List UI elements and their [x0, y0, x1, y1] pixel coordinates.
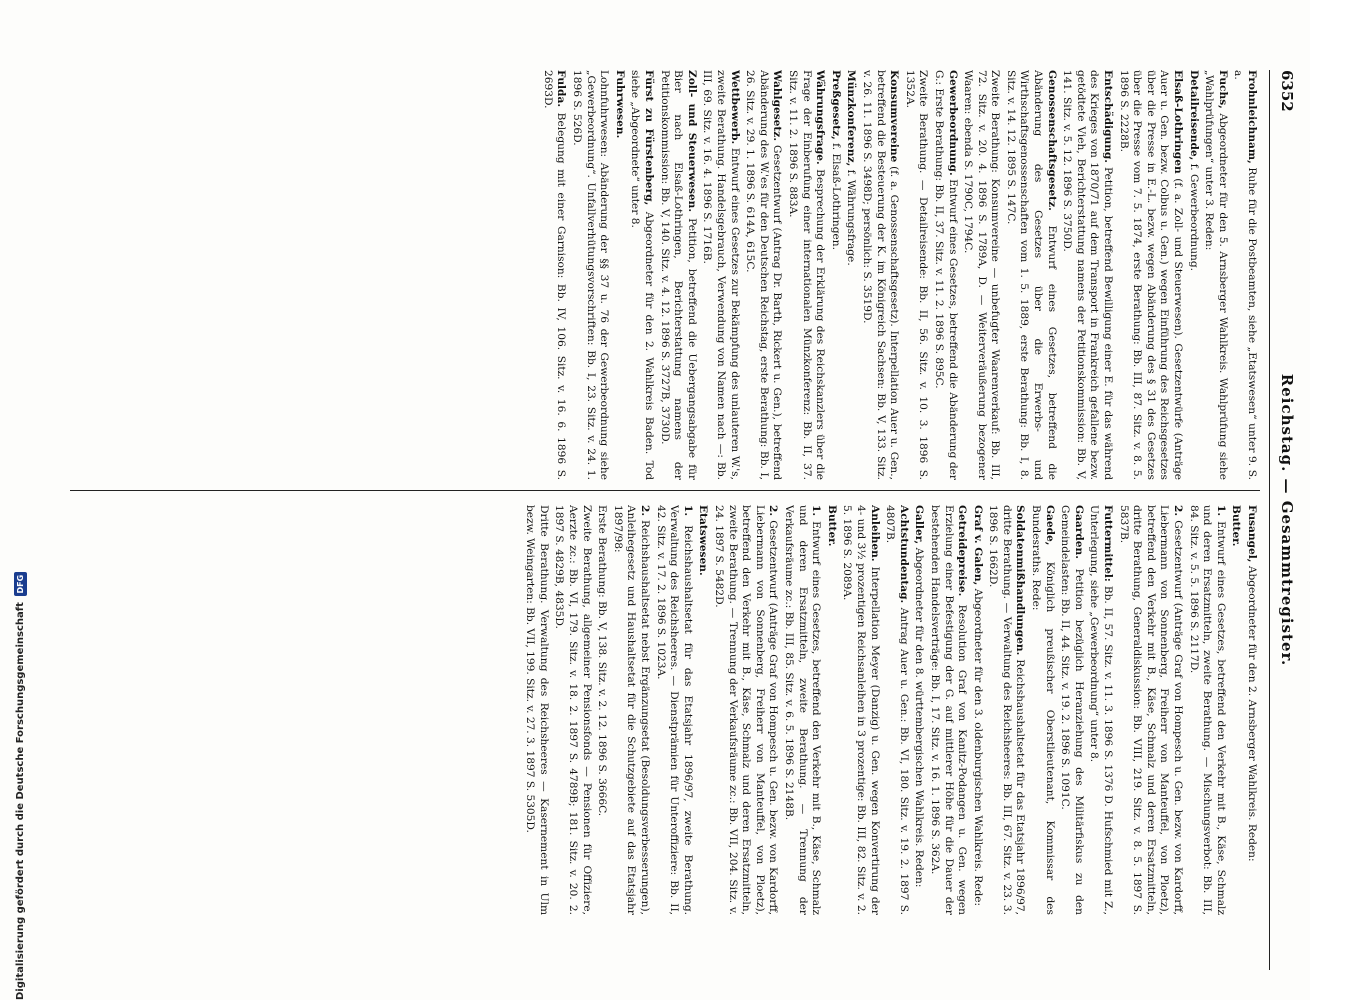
register-entry — [540, 70, 567, 480]
entry-heading: Entschädigung. — [1102, 70, 1115, 163]
register-entry — [912, 505, 926, 915]
credit-line — [0, 0, 40, 1000]
entry-heading: Münzkonferenz, — [845, 70, 858, 167]
entry-heading: Wahlgesetz. — [771, 70, 784, 142]
entry-text: Erste Berathung: Bb. V, 138. Sitz. v. 2. 12. 1896 S. 3666C. — [596, 505, 609, 817]
entry-heading: Fuchs, — [1216, 70, 1229, 109]
entry-text: f. Gewerbeordnung. — [1187, 163, 1200, 272]
column-divider — [70, 490, 1260, 491]
entry-heading: Frohnleichnam, — [1246, 70, 1258, 164]
entry-heading: 1. — [1214, 505, 1227, 517]
entry-text: Abgeordneter für den 5. Arnsberger Wahlkreis. Wahlprüfung siehe „Wahlprüfungen“ unter 3. Reden: — [1203, 70, 1229, 480]
entry-heading: Galler, — [913, 505, 926, 545]
page-header — [1272, 70, 1302, 970]
entry-heading: Anleihen. — [868, 505, 881, 562]
entry-heading: Futtermittel: — [1102, 505, 1115, 582]
entry-text: f. Währungsfrage. — [845, 169, 858, 266]
entry-heading: Wettbewerb. — [728, 70, 741, 145]
entry-heading: Fusangel, — [1246, 505, 1258, 563]
entry-text: Ruhe für die Postbeamten, siehe „Etatswesen“ unter 9. S. a. — [1232, 70, 1258, 480]
entry-text: Zweite Berathung: Konsumvereine — unbefugter Waarenverkauf: Bb. III, 72. Sitz. v. 20. 4. 1896 S. 1789A, D. — Weiterveräußerung bezogener Waaren: ebenda S. 1790C, 1794C. — [962, 70, 1002, 480]
entry-heading: Preßgesetz, — [829, 70, 842, 140]
entry-heading: Währungsfrage. — [814, 70, 827, 165]
register-entry — [1116, 70, 1184, 480]
entry-text: f. Elsaß-Lothringen. — [829, 143, 842, 250]
header-rule — [1269, 70, 1270, 970]
entry-text: Entwurf eines Gesetzes, betreffend die Abänderung des Gesetzes über die Erwerbs- und Wirthschaftsgenossenschaften vom 1. 5. 1889, erste Berathung: Bb. I, 8. Sitz. v. 14. 12. 1895 S. 147C. — [1004, 70, 1058, 480]
entry-text: Entwurf eines Gesetzes, betreffend den Verkehr mit B., Käse, Schmalz und deren Ersatzmitteln, zweite Berathung. — Mischungsverbot: Bb. III, 84. Sitz. v. 5. 5. 1896 S. 2117D. — [1187, 505, 1227, 915]
register-entry — [781, 505, 822, 915]
register-entry — [902, 70, 929, 480]
entry-text: Bb. II, 57. Sitz. v. 11. 3. 1896 S. 1376 D. Hufschmied mit Z., Unterlegung, siehe „Gewerbeordnung“ unter 8. — [1088, 505, 1115, 915]
entry-text: Belegung mit einer Garnison: Bb. IV, 106. Sitz. v. 16. 6. 1896 S. 2693D. — [541, 70, 568, 480]
entry-heading: 2. — [639, 505, 652, 517]
entry-heading: Gewerbeordnung. — [946, 70, 959, 176]
entry-heading: Fuhrwesen. — [613, 70, 626, 139]
register-entry — [1229, 505, 1243, 915]
register-entry — [1058, 505, 1085, 915]
entry-heading: Genossenschaftsgesetz. — [1045, 70, 1058, 211]
entry-text: Gesetzentwurf (Anträge Graf von Hompesch u. Gen. bezw. von Kardorff, Liebermann von Sonnenberg, Freiherr von Manteuffel, von Ploetz), betreffend den Verkehr mit B., Käse, Schmalz und deren Ersatzmitteln, dritte Berathung, Generaldiskussion: Bb. VIII, 219. Sitz. v. 8. 5. 1897 S. 5837B. — [1117, 505, 1185, 915]
register-entry — [1029, 505, 1056, 915]
entry-text: Entwurf eines Gesetzes, betreffend den Verkehr mit B., Käse, Schmalz und deren Ersatzmitteln, zweite Berathung. — Trennung der Verkaufsräume zc.: Bb. III, 85. Sitz. v. 6. 5. 1896 S. 2148B. — [783, 505, 823, 915]
entry-heading: Detailreisende, — [1187, 70, 1200, 161]
register-entry — [828, 70, 842, 480]
entry-text: Dritte Berathung. Verwaltung des Reichsheeres — Kasernement in Ulm bezw. Weingarten: Bb. VII, 199. Sitz. v. 27. 3. 1897 S. 5305D. — [524, 505, 550, 915]
dfg-logo: DFG — [14, 572, 27, 596]
entry-heading: Achtstundentag. — [897, 505, 910, 604]
register-entry — [711, 505, 779, 915]
register-entry — [612, 70, 626, 480]
register-entry — [743, 70, 784, 480]
credit-text: Digitalisierung gefördert durch die Deutsche Forschungsgemeinschaft — [14, 602, 26, 1000]
register-entry — [1244, 505, 1258, 915]
register-entry — [931, 70, 958, 480]
entry-text: Zweite Berathung, allgemeiner Pensionsfonds — Pensionen für Offiziere, Aerzte zc.: Bb. VI, 179. Sitz. v. 18. 2. 1897 S. 4789B; 181. Sitz. v. 20. 2. 1897 S. 4829B, 4835D. — [553, 505, 593, 915]
entry-heading: Gaarden. — [1072, 505, 1085, 559]
entry-heading: 1. — [681, 505, 694, 517]
running-title: Reichstag. — Gesammtregister. — [1278, 373, 1296, 667]
entry-heading: Fulda. — [555, 70, 568, 108]
entry-heading: 2. — [1172, 505, 1185, 517]
register-entry — [1231, 70, 1258, 480]
register-entry — [1116, 505, 1184, 915]
register-entry — [653, 505, 694, 915]
entry-text: Antrag Auer u. Gen.: Bb. VI, 180. Sitz. v. 19. 2. 1897 S. 4807B. — [884, 505, 910, 915]
entry-heading: Etatswesen. — [697, 505, 710, 576]
entry-text: Interpellation Meyer (Danzig) u. Gen. wegen Konvertirung der 4- und 3½ prozentigen Reichsanleihen in 3 prozentige: Bb. III, 82. Sitz. v. 2. 5. 1896 S. 2089A. — [841, 505, 881, 915]
entry-heading: Fürst zu Fürstenberg, — [643, 70, 656, 206]
register-entry — [1186, 505, 1227, 915]
entry-text: Petition bezüglich Heranziehung des Militärfiskus zu den Gemeindelasten: Bb. II, 44. Sitz. v. 19. 2. 1896 S. 1091C. — [1059, 505, 1085, 915]
register-entry — [844, 70, 858, 480]
entry-heading: Getreidepreise. — [956, 505, 969, 597]
register-entry — [570, 70, 611, 480]
entry-text: (f. a. Zoll- und Steuerwesen). Gesetzentwürfe (Anträge Auer u. Gen. bezw. Colbus u. Gen.) wegen Einführung des Reichsgesetzes über die Presse in E.-L. bezw. wegen Abänderung des § 31 des Gesetzes über die Presse vom 7. 5. 1874, erste Berathung: Bb. III, 87. Sitz. v. 8. 5. 1896 S. 2228B. — [1117, 70, 1185, 480]
register-entry — [961, 70, 1002, 480]
right-column — [68, 505, 1258, 915]
entry-text: Abgeordneter für den 2. Wahlkreis Baden. Tod siehe „Abgeordnete“ unter 8. — [629, 70, 656, 480]
register-entry — [628, 70, 655, 480]
entry-heading: Soldatenmißhandlungen. — [1014, 505, 1027, 656]
entry-heading: Elsaß-Lothringen — [1172, 70, 1185, 174]
entry-heading: 1. — [810, 505, 823, 517]
register-entry — [595, 505, 609, 915]
entry-text: Petition, betreffend Bewilligung einer E. für das während des Krieges von 1870/71 auf dem Transport in Frankreich gefallene bezw. getödtete Vieh, Berichterstattung namens der Petitionskommission: Bb. V, 141. Sitz. v. 5. 12. 1896 S. 3750D. — [1061, 70, 1115, 480]
entry-text: Lohnfuhrwesen: Abänderung der §§ 37 u. 76 der Gewerbeordnung siehe „Gewerbeordnung“. Unfallverhütungsvorschriften: Bb. I, 23. Sitz. v. 24. 1. 1896 S. 526D. — [571, 70, 611, 480]
entry-text: Zweite Berathung. — Detailreisende: Bb. II, 56. Sitz. v. 10. 3. 1896 S. 1352A. — [903, 70, 930, 480]
register-entry — [970, 505, 984, 915]
register-entry — [610, 505, 651, 915]
entry-text: Entwurf eines Gesetzes zur Bekämpfung des unlauteren W.'s, zweite Berathung. Handelsgebrauch, Verwendung von Namen nach —: Bb. III, 69. Sitz. v. 16. 4. 1896 S. 1716B. — [701, 70, 741, 480]
entry-heading: Butter. — [1230, 505, 1243, 547]
register-entry — [1003, 70, 1057, 480]
page-number: 6352 — [1278, 70, 1296, 112]
entry-text: Gesetzentwurf (Anträge Graf von Hompesch u. Gen. bezw. von Kardorff, Liebermann von Sonnenberg, Freiherr von Manteuffel, von Ploetz), betreffend den Verkehr mit B., Käse, Schmalz und deren Ersatzmitteln, zweite Berathung. — Trennung der Verkaufsräume zc.: Bb. VII, 204. Sitz. v. 24. 1897 S. 5482D. — [713, 505, 780, 915]
entry-text: Entwurf eines Gesetzes, betreffend die Abänderung der G.: Erste Berathung: Bb. II, 37. Sitz. v. 11. 2. 1896 S. 895C. — [932, 70, 959, 480]
entry-heading: Konsumvereine — [888, 70, 901, 163]
entry-text: Gesetzentwurf (Antrag Dr. Barth, Rickert u. Gen.), betreffend Abänderung des W.'es für den Deutschen Reichstag, erste Berathung: Bb. I, 26. Sitz. v. 29. 1. 1896 S. 614A, 615C. — [744, 70, 784, 480]
register-entry — [927, 505, 968, 915]
entry-heading: Graf v. Galen, — [971, 505, 984, 586]
register-entry — [1186, 70, 1200, 480]
register-entry — [840, 505, 881, 915]
entry-text: Resolution Graf von Kanitz-Podangen u. Gen. wegen Erzielung einer Befestigung der G. auf mittlerer Höhe für die Dauer der bestehenden Handelsverträge: Bb. I, 17. Sitz. v. 16. 1. 1896 S. 362A. — [928, 505, 969, 915]
entry-text: Abgeordneter für den 8. württembergischen Wahlkreis. Reden: — [913, 547, 926, 888]
entry-text: Reichshaushaltsetat für das Etatsjahr 1896/97, zweite Berathung. Verwaltung des Reichsheeres. — Dienstprämien für Unteroffiziere: Bb. II, 42. Sitz. v. 17. 2. 1896 S. 1023A. — [654, 505, 694, 915]
entry-text: Reichshaushaltsetat nebst Ergänzungsetat (Besoldungsverbesserungen), Anleihegesetz und Haushaltsetat für die Schutzgebiete auf das Etatsjahr 1897/98: — [611, 505, 652, 915]
left-column — [68, 70, 1258, 480]
entry-text: Abgeordneter für den 3. oldenburgischen Wahlkreis. Rede: — [971, 588, 984, 907]
entry-text: Königlich preußischer Oberstlieutenant, Kommissar des Bundesraths. Rede: — [1030, 505, 1056, 915]
entry-text: Abgeordneter für den 2. Arnsberger Wahlkreis. Reden: — [1246, 565, 1258, 862]
register-entry — [883, 505, 910, 915]
entry-heading: Gaede, — [1043, 505, 1056, 546]
entry-heading: Butter. — [825, 505, 838, 547]
register-entry — [700, 70, 741, 480]
register-entry — [859, 70, 900, 480]
register-entry — [657, 70, 698, 480]
register-entry — [552, 505, 593, 915]
register-entry — [785, 70, 826, 480]
entry-heading: 2. — [767, 505, 780, 517]
entry-text: Reichshaushaltsetat für das Etatsjahr 1896/97, dritte Berathung. — Verwaltung des Reichsheeres: Bb. III, 67. Sitz. v. 23. 3. 1896 S. 1662D. — [987, 505, 1027, 915]
register-entry — [523, 505, 550, 915]
entry-text: (f. a. Genossenschaftsgesetz). Interpellation Auer u. Gen., betreffend die Besteuerung der K. im Königreich Sachsen: Bb. V, 133. Sitz. v. 26. 11. 1896 S. 3498D; persönlich: S. 3519D. — [860, 70, 901, 480]
register-entry — [696, 505, 710, 915]
entry-text: Petition, betreffend die Uebergangsabgabe für Bier nach Elsaß-Lothringen, Berichterstattung namens der Petitionskommission: Bb. V, 140. Sitz. v. 4. 12. 1896 S. 3727B, 3730D. — [658, 70, 698, 480]
entry-text: Besprechung der Erklärung des Reichskanzlers über die Frage der Einberufung einer internationalen Münzkonferenz: Bb. II, 37. Sitz. v. 11. 2. 1896 S. 883A. — [787, 70, 827, 480]
register-entry — [1202, 70, 1229, 480]
entry-heading: Zoll- und Steuerwesen. — [685, 70, 698, 213]
register-entry — [1087, 505, 1114, 915]
register-entry — [986, 505, 1027, 915]
register-entry — [1060, 70, 1114, 480]
register-entry — [824, 505, 838, 915]
